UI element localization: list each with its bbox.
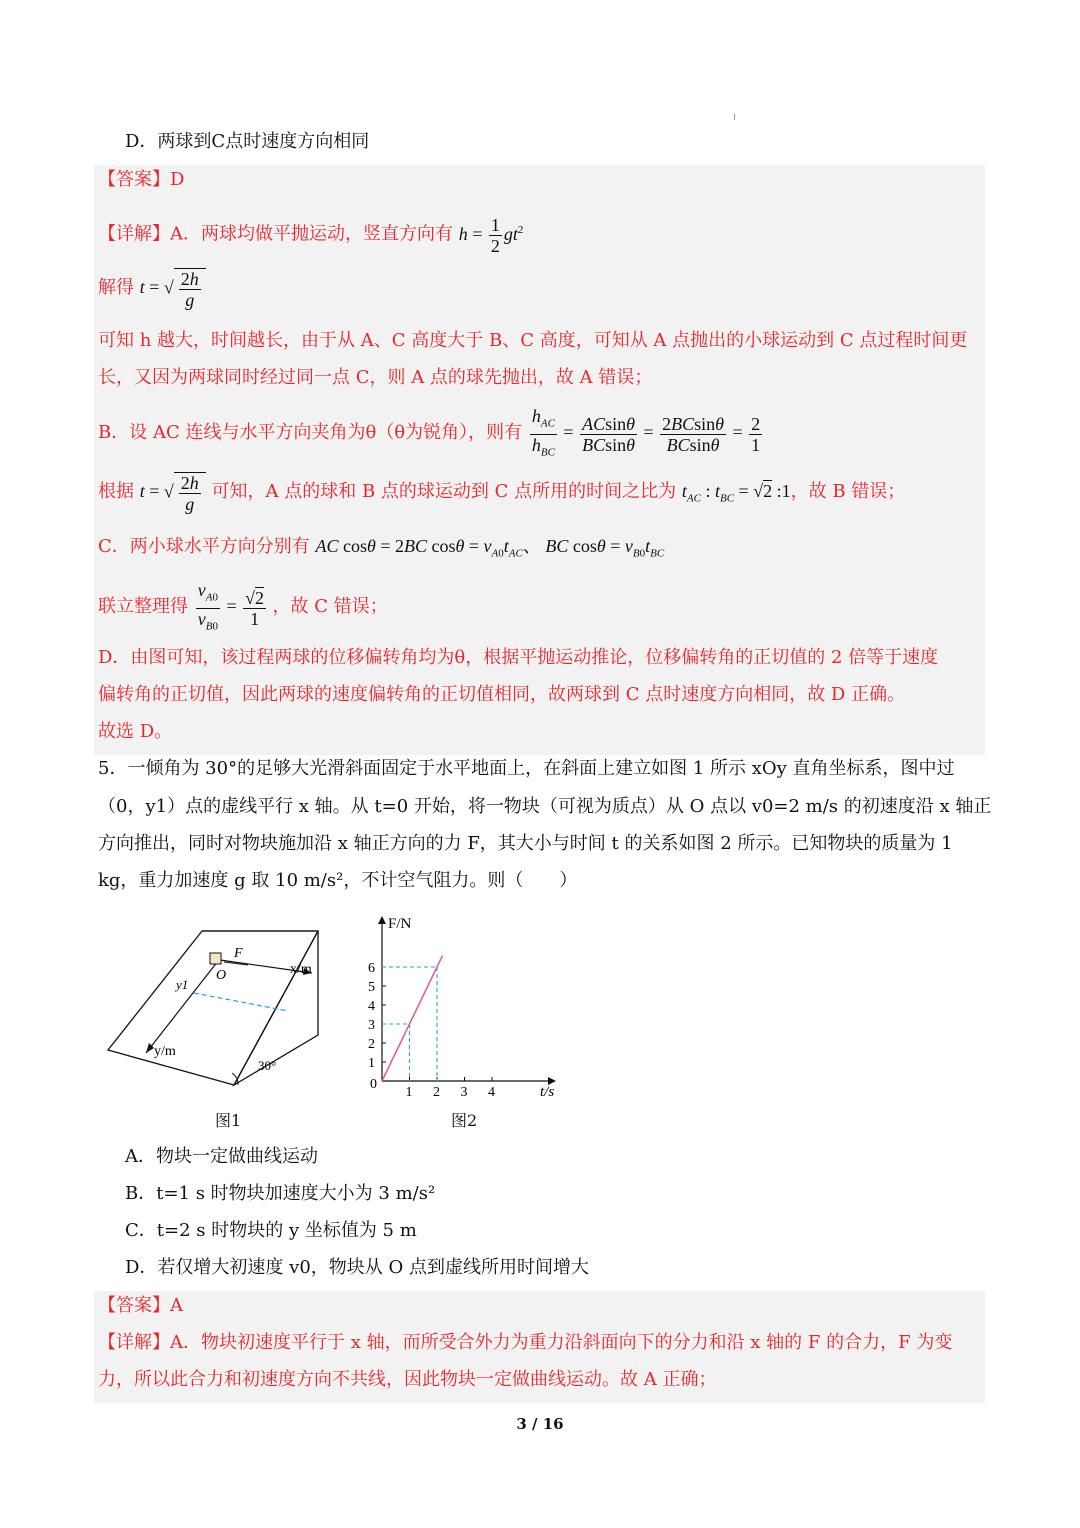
x-tick-label: 4 (488, 1085, 495, 1098)
page-number: 3 / 16 (516, 1415, 564, 1433)
formula-ratio: $\frac{h_{AC}}{h_{BC}}$ = $\frac{ACsin\theta}{BCsin\theta}$ = $\frac{2BCsin\theta}{BCsin\theta}$ = $\frac{2}{1}$ (531, 406, 761, 459)
detail-c-end: ，故 C 错误； (272, 596, 388, 618)
y-tick-label: 5 (368, 980, 375, 995)
formula-time-ratio: $t_{AC}$ : $t_{BC} = √2$ :1 (681, 481, 791, 505)
q5-option-c: C．t=2 s 时物块的 y 坐标值为 5 m (125, 1220, 417, 1241)
q5-stem-3: 方向推出，同时对物块施加沿 x 轴正方向的力 F，其大小与时间 t 的关系如图 2 所示。已知物块的质量为 1 (98, 833, 953, 854)
prev-answer: 【答案】D (98, 169, 185, 190)
chart-y-arrow (378, 916, 386, 924)
formula-horizontal: AC cosθ = 2BC $\cos\theta = v_{A0}t_{AC}$、 BC $\cos\theta = v_{B0}t_{BC}$ (315, 536, 665, 560)
detail-label: 【详解】 (98, 223, 170, 245)
y-axis (146, 961, 218, 1053)
formula-t2: t = √ $\frac{2h}{g}$ (140, 481, 206, 501)
prev-solve (98, 268, 206, 310)
q5-detail-a1 (98, 1331, 952, 1355)
x-tick-label: 3 (460, 1085, 468, 1098)
q5-stem-1: 5．一倾角为 30°的足够大光滑斜面固定于水平地面上，在斜面上建立如图 1 所示 xOy 直角坐标系，图中过 (98, 758, 955, 779)
block (210, 953, 221, 964)
y-tick-label: 2 (368, 1037, 375, 1052)
page-mark (734, 114, 735, 120)
x-tick-label: 1 (405, 1085, 413, 1098)
label-angle: 30° (258, 1058, 277, 1073)
label-F: F (234, 946, 243, 961)
label-O: O (216, 968, 227, 983)
detail-b-by: 根据 (98, 481, 134, 503)
label-y1: y1 (176, 977, 189, 992)
detail-b-end: ，故 B 错误； (790, 481, 906, 503)
q5-option-d: D．若仅增大初速度 v0，物块从 O 点到虚线所用时间增大 (125, 1257, 589, 1278)
formula-t: t = √ $\frac{2h}{g}$ (140, 277, 206, 297)
y-tick-label: 6 (368, 961, 375, 976)
x-tick-label: 2 (433, 1085, 440, 1098)
q5-detail-a2: 力，所以此合力和初速度方向不共线，因此物块一定做曲线运动。故 A 正确； (98, 1369, 717, 1390)
prev-detail-a-cont2: 长，又因为两球同时经过同一点 C，则 A 点的球先抛出，故 A 错误； (98, 367, 653, 388)
q5-stem-2: （0，y1）点的虚线平行 x 轴。从 t=0 开始，将一物块（可视为质点）从 O 点以 v0=2 m/s 的初速度沿 x 轴正 (98, 796, 992, 817)
detail-c-text: C．两小球水平方向分别有 (98, 536, 310, 557)
prev-detail-d1: D．由图可知，该过程两球的位移偏转角均为θ，根据平抛运动推论，位移偏转角的正切值的 2 倍等于速度 (98, 647, 939, 668)
chart-origin: 0 (370, 1077, 377, 1092)
y-tick-label: 3 (368, 1018, 375, 1033)
prev-detail-a (98, 215, 523, 256)
q5-option-a: A．物块一定做曲线运动 (125, 1146, 318, 1167)
y-tick-label: 1 (368, 1056, 375, 1071)
q5-answer: 【答案】A (98, 1295, 183, 1316)
detail-a-text: A．两球均做平抛运动，竖直方向有 (170, 223, 453, 245)
formula-h: h = $\frac{1}{2}$ $gt^2$ (458, 215, 524, 256)
prev-detail-d2: 偏转角的正切值，因此两球的速度偏转角的正切值相同，故两球到 C 点时速度方向相同，故 D 正确。 (98, 684, 906, 705)
prev-detail-b (98, 406, 764, 459)
q5-option-b: B．t=1 s 时物块加速度大小为 3 m/s² (125, 1183, 436, 1204)
formula-velocity-ratio: $\frac{v_{A0}}{v_{B0}}$ = $\frac{√2}{1}$ (197, 580, 265, 633)
chart-xlabel: t/s (540, 1084, 555, 1098)
prev-detail-a-cont1: 可知 h 越大，时间越长，由于从 A、C 高度大于 B、C 高度，可知从 A 点抛出的小球运动到 C 点过程时间更 (98, 330, 968, 351)
prev-detail-c-join (98, 580, 388, 633)
fig2-caption: 图2 (451, 1111, 478, 1130)
q5-stem-4: kg，重力加速度 g 取 10 m/s²，不计空气阻力。则（ ） (98, 870, 578, 891)
prev-detail-b-cont (98, 472, 905, 514)
prev-detail-c (98, 534, 664, 566)
series-line-F (382, 956, 443, 1081)
label-y: y/m (154, 1044, 176, 1059)
prev-option-d: D．两球到C点时速度方向相同 (125, 131, 370, 152)
solve-label: 解得 (98, 277, 134, 299)
detail-b-cont-text: 可知，A 点的球和 B 点的球运动到 C 点所用的时间之比为 (211, 481, 677, 503)
detail-c-join-text: 联立整理得 (98, 596, 188, 618)
q5-detail-a1-text: A．物块初速度平行于 x 轴，而所受合外力为重力沿斜面向下的分力和沿 x 轴的 F 的合力，F 为变 (170, 1332, 953, 1353)
figure-2-chart (360, 908, 570, 1098)
detail-b-text: B．设 AC 连线与水平方向夹角为θ（θ为锐角），则有 (98, 422, 523, 444)
dashed-line (194, 993, 288, 1011)
figure-1-incline (100, 915, 340, 1095)
y-tick-label: 4 (368, 999, 375, 1014)
label-x: x/m (290, 962, 312, 977)
prev-choose: 故选 D。 (98, 721, 173, 742)
chart-ylabel: F/N (388, 916, 412, 932)
q5-detail-label: 【详解】 (98, 1332, 170, 1353)
fig1-caption: 图1 (215, 1111, 242, 1130)
